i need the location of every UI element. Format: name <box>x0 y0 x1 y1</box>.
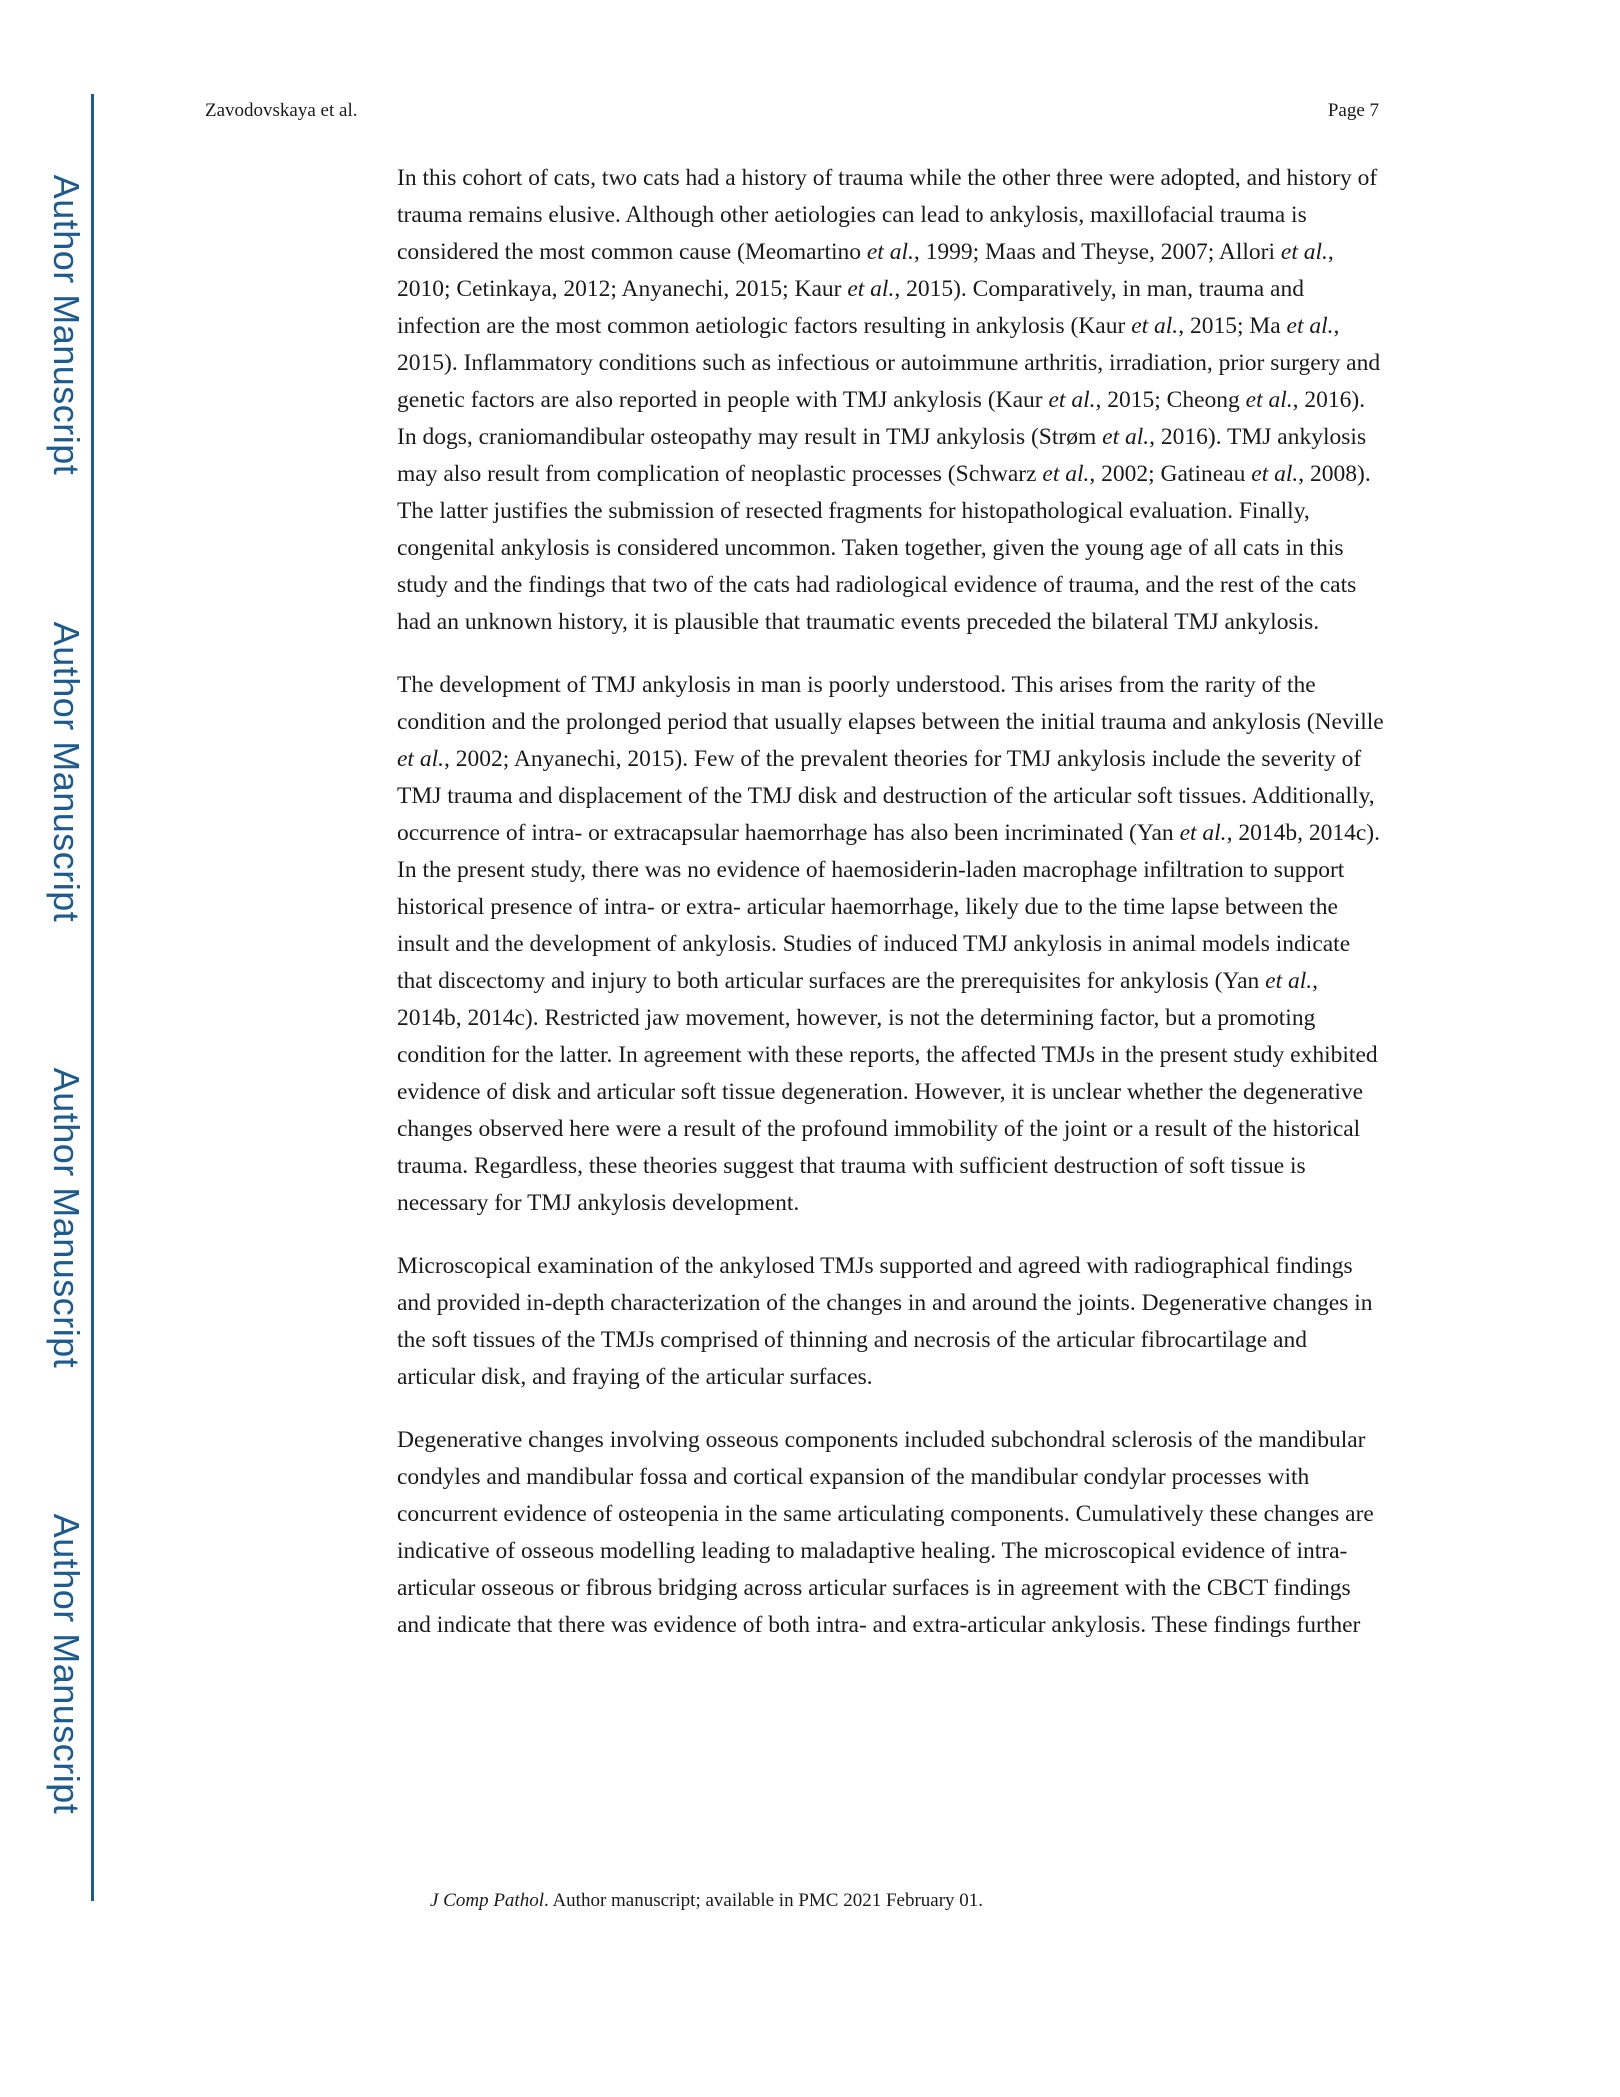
paragraph-text: In this cohort of cats, two cats had a history of trauma while the other three were adopted, and history of trauma remains elusive. Although other aetiologies can lead to ankylosis, maxillofacial trauma is considered the most common cause (Meomartino <box>397 165 1378 265</box>
paragraph-text: , 2015). Inflammatory conditions such as infectious or autoimmune arthritis, irradiation, prior surgery and genetic factors are also reported in people with TMJ ankylosis (Kaur <box>397 313 1381 413</box>
sidebar-watermark-text: Author Manuscript <box>46 174 87 476</box>
italic-citation: et al. <box>397 746 444 772</box>
italic-citation: et al. <box>1048 387 1096 413</box>
paragraph-text: , 2002; Gatineau <box>1089 461 1252 487</box>
sidebar-watermark-text: Author Manuscript <box>46 1067 87 1369</box>
italic-citation: et al. <box>1280 239 1328 265</box>
page-number: Page 7 <box>1327 100 1379 121</box>
italic-citation: et al. <box>1251 461 1299 487</box>
italic-citation: et al. <box>1131 313 1179 339</box>
italic-citation: et al. <box>1102 424 1150 450</box>
paragraph-text: , 2015; Cheong <box>1095 387 1246 413</box>
footer-availability: . Author manuscript; available in PMC 2021 February 01. <box>544 1890 984 1911</box>
italic-citation: et al. <box>1265 968 1313 994</box>
body-paragraph <box>397 1422 1387 1644</box>
italic-citation: et al. <box>1245 387 1293 413</box>
italic-citation: et al. <box>1179 820 1227 846</box>
sidebar-watermark-text: Author Manuscript <box>46 1513 87 1815</box>
italic-citation: et al. <box>866 239 914 265</box>
paragraph-text: , 1999; Maas and Theyse, 2007; Allori <box>913 239 1281 265</box>
journal-name: J Comp Pathol <box>430 1890 544 1911</box>
sidebar-watermark-text: Author Manuscript <box>46 621 87 923</box>
body-paragraph <box>397 667 1387 1222</box>
paragraph-text: , 2010; Cetinkaya, 2012; Anyanechi, 2015; Kaur <box>397 239 1334 302</box>
body-paragraph <box>397 1248 1387 1396</box>
paragraph-text: , 2015; Ma <box>1178 313 1287 339</box>
paragraph-text: Microscopical examination of the ankylosed TMJs supported and agreed with radiographical findings and provided in-depth characterization of the changes in and around the joints. Degenerative changes in the soft tissues of the TMJs comprised of thinning and necrosis of the articular fibrocartilage and articular disk, and fraying of the articular surfaces. <box>397 1253 1373 1390</box>
paragraph-text: , 2016). In dogs, craniomandibular osteopathy may result in TMJ ankylosis (Strøm <box>397 387 1366 450</box>
italic-citation: et al. <box>1042 461 1090 487</box>
paragraph-text: The development of TMJ ankylosis in man is poorly understood. This arises from the rarity of the condition and the prolonged period that usually elapses between the initial trauma and ankylosis (Neville <box>397 672 1384 735</box>
paragraph-text: , 2015). Comparatively, in man, trauma and infection are the most common aetiologic factors resulting in ankylosis (Kaur <box>397 276 1304 339</box>
body-paragraph <box>397 160 1387 641</box>
paragraph-text: , 2002; Anyanechi, 2015). Few of the prevalent theories for TMJ ankylosis include the severity of TMJ trauma and displacement of the TMJ disk and destruction of the articular soft tissues. Additionally, occurrence of intra- or extracapsular haemorrhage has also been incriminated (Yan <box>397 746 1375 846</box>
article-body <box>397 160 1387 1670</box>
paragraph-text: , 2014b, 2014c). Restricted jaw movement, however, is not the determining factor, but a promoting condition for the latter. In agreement with these reports, the affected TMJs in the present study exhibited evidence of disk and articular soft tissue degeneration. However, it is unclear whether the degenerative changes observed here were a result of the profound immobility of the joint or a result of the historical trauma. Regardless, these theories suggest that trauma with sufficient destruction of soft tissue is necessary for TMJ ankylosis development. <box>397 968 1378 1216</box>
footer-citation <box>430 1890 983 1912</box>
paragraph-text: , 2014b, 2014c). In the present study, there was no evidence of haemosiderin-laden macrophage infiltration to support historical presence of intra- or extra- articular haemorrhage, likely due to the time lapse between the insult and the development of ankylosis. Studies of induced TMJ ankylosis in animal models indicate that discectomy and injury to both articular surfaces are the prerequisites for ankylosis (Yan <box>397 820 1380 994</box>
italic-citation: et al. <box>847 276 895 302</box>
italic-citation: et al. <box>1286 313 1334 339</box>
paragraph-text: , 2016). TMJ ankylosis may also result from complication of neoplastic processes (Schwarz <box>397 424 1367 487</box>
running-header-authors: Zavodovskaya et al. <box>205 100 358 121</box>
paragraph-text: , 2008). The latter justifies the submission of resected fragments for histopathological evaluation. Finally, congenital ankylosis is considered uncommon. Taken together, given the young age of all cats in this study and the findings that two of the cats had radiological evidence of trauma, and the rest of the cats had an unknown history, it is plausible that traumatic events preceded the bilateral TMJ ankylosis. <box>397 461 1371 635</box>
paragraph-text: Degenerative changes involving osseous components included subchondral sclerosis of the mandibular condyles and mandibular fossa and cortical expansion of the mandibular condylar processes with concurrent evidence of osteopenia in the same articulating components. Cumulatively these changes are indicative of osseous modelling leading to maladaptive healing. The microscopical evidence of intra-articular osseous or fibrous bridging across articular surfaces is in agreement with the CBCT findings and indicate that there was evidence of both intra- and extra-articular ankylosis. These findings further <box>397 1427 1374 1638</box>
sidebar-rule <box>91 94 94 1901</box>
